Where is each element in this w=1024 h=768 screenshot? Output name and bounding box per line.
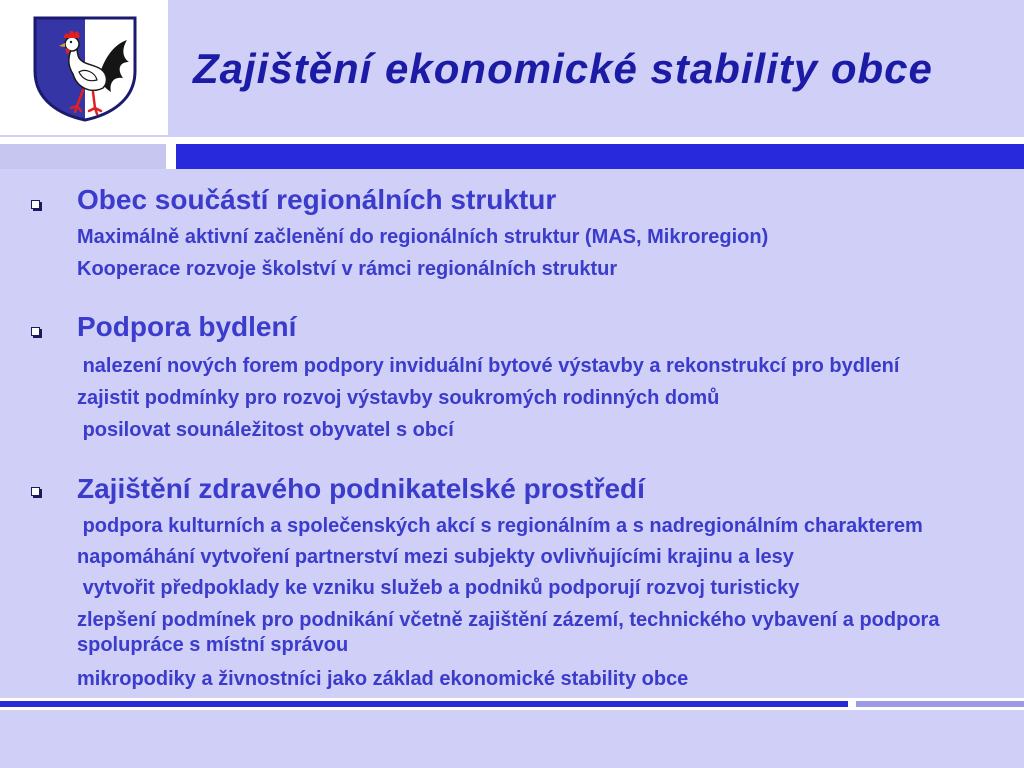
- square-bullet-icon: [31, 327, 40, 336]
- bottom-bar-accent: [0, 701, 848, 707]
- section-item: Maximálně aktivní začlenění do regionálních struktur (MAS, Mikroregion): [77, 226, 769, 248]
- section-item: zajistit podmínky pro rozvoj výstavby soukromých rodinných domů: [77, 387, 720, 409]
- logo-box: [0, 0, 168, 135]
- top-divider-white: [0, 137, 1024, 144]
- square-bullet-icon: [31, 200, 40, 209]
- section-heading: Zajištění zdravého podnikatelské prostředí: [77, 473, 645, 504]
- section-item: nalezení nových forem podpory inviduální bytové výstavby a rekonstrukcí pro bydlení: [77, 355, 900, 377]
- top-bar-gap: [166, 144, 176, 169]
- section-heading: Obec součástí regionálních struktur: [77, 184, 557, 215]
- section-heading: Podpora bydlení: [77, 311, 297, 342]
- section-item: napomáhání vytvoření partnerství mezi subjekty ovlivňujícími krajinu a lesy: [77, 546, 794, 568]
- slide-title: Zajištění ekonomické stability obce: [193, 45, 933, 92]
- coat-of-arms-rooster-icon: [33, 16, 137, 122]
- section-item: posilovat sounáležitost obyvatel s obcí: [77, 419, 454, 441]
- section-item: vytvořit předpoklady ke vzniku služeb a podniků podporují rozvoj turisticky: [77, 577, 800, 599]
- section-item: mikropodiky a živnostníci jako základ ekonomické stability obce: [77, 668, 689, 690]
- top-bar-accent: [176, 144, 1024, 169]
- section-item: zlepšení podmínek pro podnikání včetně zajištění zázemí, technického vybavení a podpora spolupráce s místní správou: [77, 609, 946, 656]
- section-item: Kooperace rozvoje školství v rámci regionálních struktur: [77, 258, 618, 280]
- section-item: podpora kulturních a společenských akcí s regionálním a s nadregionálním charakterem: [77, 515, 923, 537]
- square-bullet-icon: [31, 487, 40, 496]
- bottom-bar-light: [856, 701, 1024, 707]
- top-bar-left: [0, 144, 166, 169]
